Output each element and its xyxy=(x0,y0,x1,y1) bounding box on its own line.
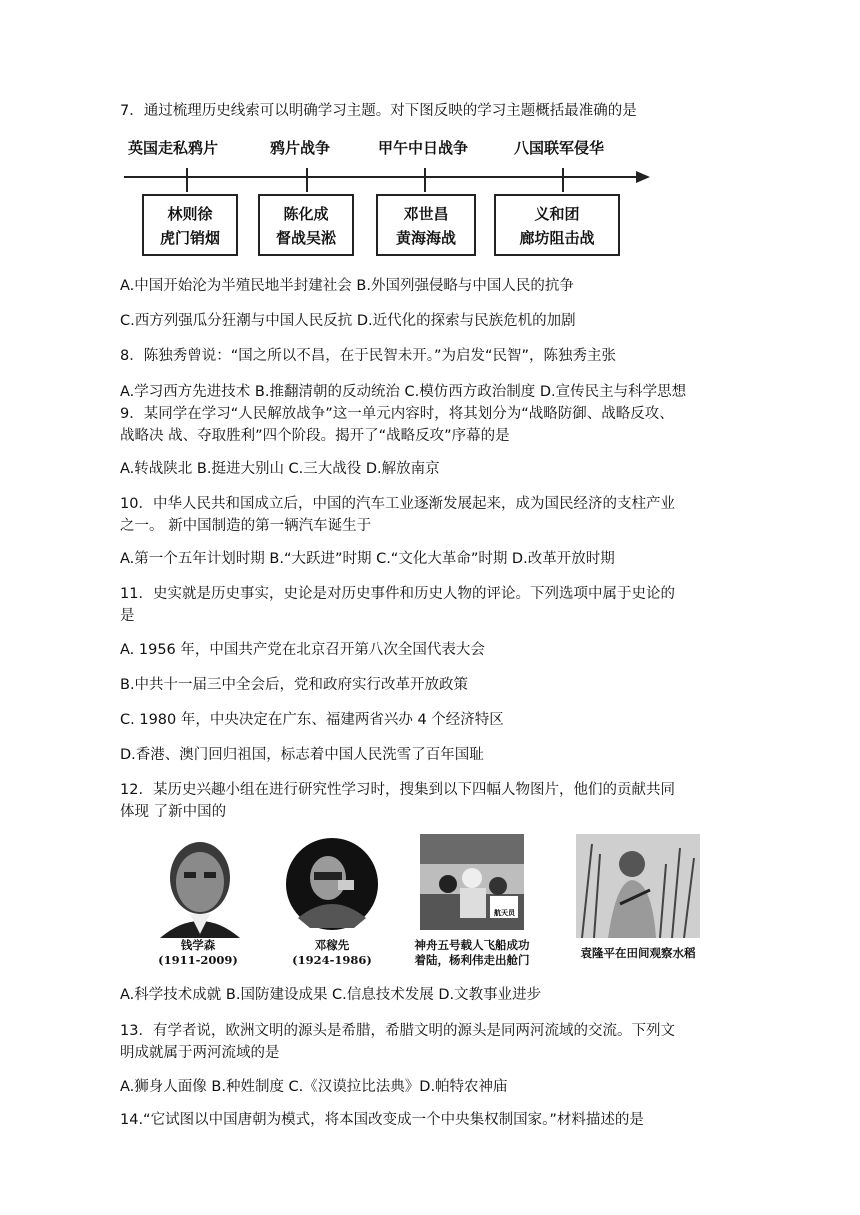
q10-options: A.第一个五年计划时期 B.“大跃进”时期 C.“文化大革命”时期 D.改革开放时期 xyxy=(120,551,615,567)
timeline-event-2: 鸦片战争 xyxy=(270,139,331,157)
caption-line: 邓稼先 xyxy=(314,938,350,952)
q11-stem-line2: 是 xyxy=(120,608,135,624)
q14-stem: 14.“它试图以中国唐朝为模式，将本国改变成一个中央集权制国家。”材料描述的是 xyxy=(120,1112,644,1128)
q9-stem-line1: 9．某同学在学习“人民解放战争”这一单元内容时，将其划分为“战略防御、战略反攻、 xyxy=(120,406,674,422)
timeline-tick xyxy=(306,168,308,192)
caption-line: 袁隆平在田间观察水稻 xyxy=(580,946,696,960)
q7-options-ab: A.中国开始沦为半殖民地半封建社会 B.外国列强侵略与中国人民的抗争 xyxy=(120,278,574,294)
timeline-event-1: 英国走私鸦片 xyxy=(128,139,219,157)
photo-shenzhou-5 xyxy=(402,834,542,970)
photo-yuan-longping xyxy=(568,834,708,970)
q7-options-cd: C.西方列强瓜分狂潮与中国人民反抗 D.近代化的探索与民族危机的加剧 xyxy=(120,313,576,329)
rice-field-image xyxy=(576,834,700,938)
timeline-box-text: 虎门销烟 xyxy=(159,229,220,247)
timeline-box-text: 黄海海战 xyxy=(395,229,456,247)
timeline-box-text: 林则徐 xyxy=(167,205,213,223)
q12-options: A.科学技术成就 B.国防建设成果 C.信息技术发展 D.文教事业进步 xyxy=(120,987,542,1003)
q10-stem-line1: 10．中华人民共和国成立后，中国的汽车工业逐渐发展起来，成为国民经济的支柱产业 xyxy=(120,496,675,512)
caption-line: (1924-1986) xyxy=(292,953,372,967)
timeline-box-text: 邓世昌 xyxy=(403,205,449,223)
photo-qian-xuesen xyxy=(148,834,248,970)
timeline-event-4: 八国联军侵华 xyxy=(514,139,605,157)
timeline-tick xyxy=(186,168,188,192)
timeline-tick xyxy=(424,168,426,192)
q11-option-b: B.中共十一届三中全会后，党和政府实行改革开放政策 xyxy=(120,677,469,693)
q13-options: A.狮身人面像 B.种姓制度 C.《汉谟拉比法典》D.帕特农神庙 xyxy=(120,1079,508,1095)
q13-stem-line1: 13．有学者说，欧洲文明的源头是希腊，希腊文明的源头是同两河流域的交流。下列文 xyxy=(120,1023,675,1039)
timeline-event-3: 甲午中日战争 xyxy=(378,139,469,157)
badge-label: 航天员 xyxy=(494,909,515,917)
photo-deng-jiaxian xyxy=(284,834,380,970)
q11-option-a: A. 1956 年，中国共产党在北京召开第八次全国代表大会 xyxy=(120,642,485,658)
q9-stem-line2: 战略决 战、夺取胜利”四个阶段。揭开了“战略反攻”序幕的是 xyxy=(120,428,510,444)
timeline-box-2 xyxy=(258,194,354,256)
timeline-box-text: 廊坊阻击战 xyxy=(519,229,595,247)
q9-options: A.转战陕北 B.挺进大别山 C.三大战役 D.解放南京 xyxy=(120,461,440,477)
q11-option-d: D.香港、澳门回归祖国，标志着中国人民洗雪了百年国耻 xyxy=(120,747,484,763)
timeline-tick xyxy=(562,168,564,192)
q8-options: A.学习西方先进技术 B.推翻清朝的反动统治 C.模仿西方政治制度 D.宣传民主与科学思想 xyxy=(120,384,687,400)
q7-stem: 7．通过梳理历史线索可以明确学习主题。对下图反映的学习主题概括最准确的是 xyxy=(120,103,637,119)
q11-option-c: C. 1980 年，中央决定在广东、福建两省兴办 4 个经济特区 xyxy=(120,712,504,728)
caption-line: 着陆，杨利伟走出舱门 xyxy=(414,953,530,967)
q11-stem-line1: 11．史实就是历史事实，史论是对历史事件和历史人物的评论。下列选项中属于史论的 xyxy=(120,586,675,602)
caption-line: (1911-2009) xyxy=(158,953,238,967)
caption-line: 神舟五号载人飞船成功 xyxy=(414,938,530,952)
timeline-figure xyxy=(118,132,658,260)
q10-stem-line2: 之一。 新中国制造的第一辆汽车诞生于 xyxy=(120,518,372,534)
timeline-box-text: 义和团 xyxy=(534,205,580,223)
timeline-box-3 xyxy=(376,194,476,256)
q12-stem-line2: 体现 了新中国的 xyxy=(120,804,227,820)
portrait-image xyxy=(148,834,248,938)
q8-stem: 8．陈独秀曾说：“国之所以不昌，在于民智未开。”为启发“民智”，陈独秀主张 xyxy=(120,348,617,364)
timeline-box-text: 陈化成 xyxy=(283,205,329,223)
caption-line: 钱学森 xyxy=(180,938,216,952)
portrait-image xyxy=(284,834,380,938)
q12-stem-line1: 12．某历史兴趣小组在进行研究性学习时，搜集到以下四幅人物图片，他们的贡献共同 xyxy=(120,782,675,798)
timeline-box-text: 督战吴淞 xyxy=(275,229,336,247)
timeline-box-1 xyxy=(142,194,238,256)
q13-stem-line2: 明成就属于两河流域的是 xyxy=(120,1045,280,1061)
timeline-arrow-icon xyxy=(636,171,650,183)
timeline-box-4 xyxy=(494,194,620,256)
